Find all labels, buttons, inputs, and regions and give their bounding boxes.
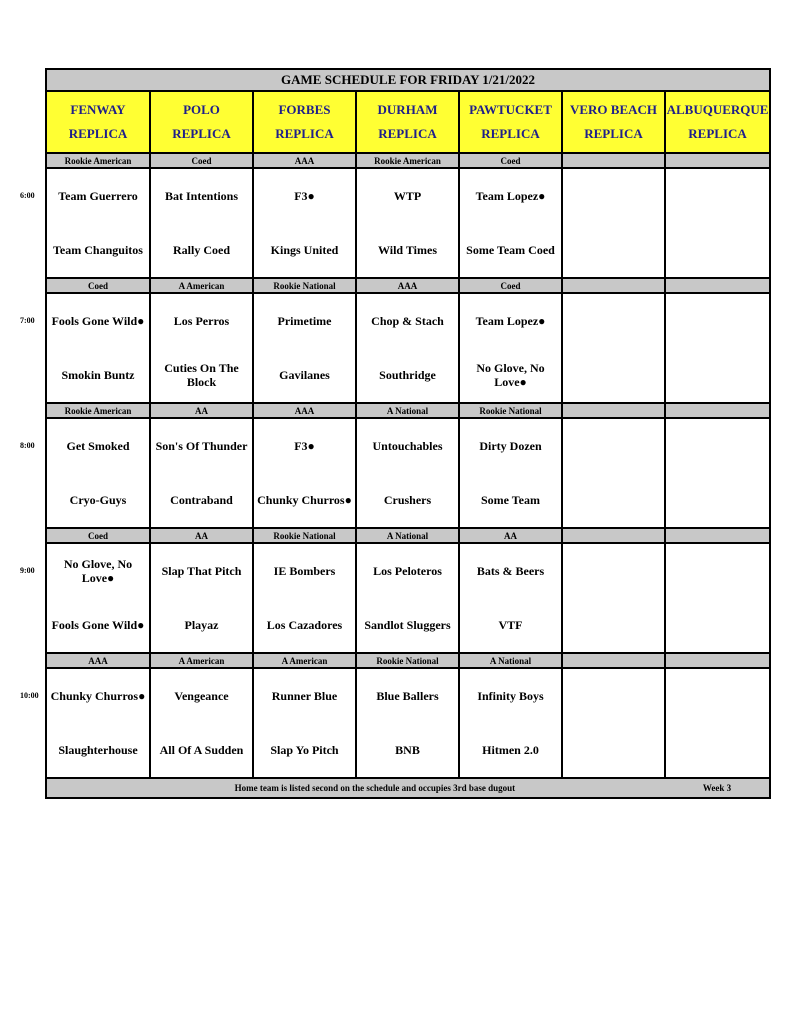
home-team-cell: VTF	[459, 598, 562, 653]
field-header-albuquerque	[665, 91, 770, 153]
away-team-cell: Get Smoked	[46, 418, 150, 473]
division-label: Coed	[459, 278, 562, 293]
home-team-cell: Chunky Churros●	[253, 473, 356, 528]
home-team-row	[46, 723, 770, 778]
division-label	[562, 278, 665, 293]
away-team-cell: Chop & Stach	[356, 293, 459, 348]
away-team-cell: Vengeance	[150, 668, 253, 723]
away-team-cell: Bats & Beers	[459, 543, 562, 598]
home-team-row	[46, 348, 770, 403]
away-team-cell: Bat Intentions	[150, 168, 253, 223]
field-name: PAWTUCKET	[469, 102, 552, 117]
division-row	[46, 403, 770, 418]
field-name: VERO BEACH	[569, 102, 658, 117]
home-team-cell: Contraband	[150, 473, 253, 528]
schedule-footer	[46, 778, 770, 798]
home-team-cell: Slap Yo Pitch	[253, 723, 356, 778]
division-label: AA	[459, 528, 562, 543]
away-team-cell: F3●	[253, 418, 356, 473]
field-name: FORBES	[278, 102, 331, 117]
away-team-cell	[562, 543, 665, 598]
away-team-cell: No Glove, No Love●	[46, 543, 150, 598]
division-row	[46, 153, 770, 168]
away-team-cell	[665, 168, 770, 223]
away-team-row	[46, 418, 770, 473]
division-label	[665, 153, 770, 168]
field-name: DURHAM	[377, 102, 438, 117]
away-team-row	[46, 168, 770, 223]
away-team-row	[46, 293, 770, 348]
away-team-cell: Team Guerrero	[46, 168, 150, 223]
home-team-cell: Cuties On The Block	[150, 348, 253, 403]
home-team-cell	[562, 223, 665, 278]
division-label: AAA	[356, 278, 459, 293]
division-label: A National	[356, 528, 459, 543]
home-team-cell: All Of A Sudden	[150, 723, 253, 778]
field-subtitle: REPLICA	[172, 126, 231, 141]
division-label: Rookie National	[356, 653, 459, 668]
division-label: A National	[356, 403, 459, 418]
home-team-cell: No Glove, No Love●	[459, 348, 562, 403]
home-team-cell: Smokin Buntz	[46, 348, 150, 403]
field-header-polo	[150, 91, 253, 153]
division-label	[665, 403, 770, 418]
division-row	[46, 528, 770, 543]
home-team-cell: Southridge	[356, 348, 459, 403]
away-team-cell	[665, 293, 770, 348]
home-team-cell	[665, 223, 770, 278]
footer-note: Home team is listed second on the schedule and occupies 3rd base dugout	[234, 783, 516, 793]
home-team-cell	[562, 598, 665, 653]
division-label	[665, 278, 770, 293]
division-row	[46, 653, 770, 668]
home-team-cell: Slaughterhouse	[46, 723, 150, 778]
division-label	[665, 653, 770, 668]
division-label: A American	[150, 653, 253, 668]
division-label: Rookie American	[356, 153, 459, 168]
field-header-pawtucket	[459, 91, 562, 153]
away-team-cell: Slap That Pitch	[150, 543, 253, 598]
home-team-cell: Team Changuitos	[46, 223, 150, 278]
home-team-cell	[665, 348, 770, 403]
division-label: AAA	[46, 653, 150, 668]
away-team-cell	[665, 543, 770, 598]
field-name: POLO	[183, 102, 220, 117]
home-team-cell: Cryo-Guys	[46, 473, 150, 528]
field-subtitle: REPLICA	[275, 126, 334, 141]
away-team-cell	[562, 293, 665, 348]
away-team-cell: Fools Gone Wild●	[46, 293, 150, 348]
division-label: Rookie American	[46, 403, 150, 418]
away-team-cell: Infinity Boys	[459, 668, 562, 723]
away-team-row	[46, 543, 770, 598]
division-label	[562, 528, 665, 543]
division-label: Rookie National	[253, 528, 356, 543]
division-label: Rookie National	[253, 278, 356, 293]
away-team-cell: Runner Blue	[253, 668, 356, 723]
division-label: AA	[150, 403, 253, 418]
field-subtitle: REPLICA	[481, 126, 540, 141]
home-team-cell: Some Team	[459, 473, 562, 528]
time-label: 7:00	[20, 315, 35, 325]
division-label	[562, 653, 665, 668]
division-label: A National	[459, 653, 562, 668]
time-label: 8:00	[20, 440, 35, 450]
home-team-cell: Hitmen 2.0	[459, 723, 562, 778]
division-label: Coed	[46, 528, 150, 543]
division-label: Coed	[150, 153, 253, 168]
division-row	[46, 278, 770, 293]
division-label: AAA	[253, 153, 356, 168]
field-subtitle: REPLICA	[68, 126, 128, 141]
away-team-cell: Primetime	[253, 293, 356, 348]
schedule-sheet	[45, 68, 769, 799]
away-team-cell: Los Perros	[150, 293, 253, 348]
home-team-cell: Some Team Coed	[459, 223, 562, 278]
home-team-cell: Kings United	[253, 223, 356, 278]
home-team-cell: Playaz	[150, 598, 253, 653]
home-team-cell: BNB	[356, 723, 459, 778]
field-name: FENWAY	[70, 102, 126, 117]
home-team-cell: Crushers	[356, 473, 459, 528]
time-label: 9:00	[20, 565, 35, 575]
away-team-cell: Team Lopez●	[459, 293, 562, 348]
field-header-durham	[356, 91, 459, 153]
home-team-row	[46, 223, 770, 278]
away-team-cell: F3●	[253, 168, 356, 223]
away-team-cell	[665, 418, 770, 473]
home-team-cell	[562, 473, 665, 528]
field-subtitle: REPLICA	[584, 126, 643, 141]
home-team-cell	[562, 348, 665, 403]
home-team-cell: Sandlot Sluggers	[356, 598, 459, 653]
field-subtitle: REPLICA	[688, 126, 747, 141]
division-label	[665, 528, 770, 543]
away-team-cell	[665, 668, 770, 723]
division-label: AA	[150, 528, 253, 543]
away-team-cell: Dirty Dozen	[459, 418, 562, 473]
field-header-fenway	[46, 91, 150, 153]
home-team-cell	[562, 723, 665, 778]
home-team-cell	[665, 598, 770, 653]
division-label	[562, 153, 665, 168]
week-label: Week 3	[702, 783, 732, 793]
home-team-cell	[665, 473, 770, 528]
home-team-cell: Gavilanes	[253, 348, 356, 403]
home-team-cell	[665, 723, 770, 778]
time-label: 6:00	[20, 190, 35, 200]
schedule-table	[45, 68, 771, 799]
division-label: Coed	[46, 278, 150, 293]
away-team-cell: Los Peloteros	[356, 543, 459, 598]
home-team-cell: Wild Times	[356, 223, 459, 278]
field-header-vero-beach	[562, 91, 665, 153]
home-team-cell: Fools Gone Wild●	[46, 598, 150, 653]
division-label: Rookie American	[46, 153, 150, 168]
away-team-cell	[562, 418, 665, 473]
away-team-cell	[562, 668, 665, 723]
away-team-cell: Team Lopez●	[459, 168, 562, 223]
away-team-cell: Blue Ballers	[356, 668, 459, 723]
home-team-cell: Los Cazadores	[253, 598, 356, 653]
away-team-cell: WTP	[356, 168, 459, 223]
schedule-title: GAME SCHEDULE FOR FRIDAY 1/21/2022	[46, 69, 770, 91]
field-subtitle: REPLICA	[378, 126, 437, 141]
division-label: Rookie National	[459, 403, 562, 418]
field-header-forbes	[253, 91, 356, 153]
time-label: 10:00	[20, 690, 39, 700]
away-team-cell: Son's Of Thunder	[150, 418, 253, 473]
division-label: AAA	[253, 403, 356, 418]
away-team-cell: Chunky Churros●	[46, 668, 150, 723]
field-name: ALBUQUERQUE	[666, 102, 769, 117]
home-team-row	[46, 598, 770, 653]
home-team-cell: Rally Coed	[150, 223, 253, 278]
away-team-cell: IE Bombers	[253, 543, 356, 598]
division-label: A American	[253, 653, 356, 668]
home-team-row	[46, 473, 770, 528]
division-label	[562, 403, 665, 418]
division-label: Coed	[459, 153, 562, 168]
away-team-row	[46, 668, 770, 723]
division-label: A American	[150, 278, 253, 293]
away-team-cell: Untouchables	[356, 418, 459, 473]
away-team-cell	[562, 168, 665, 223]
